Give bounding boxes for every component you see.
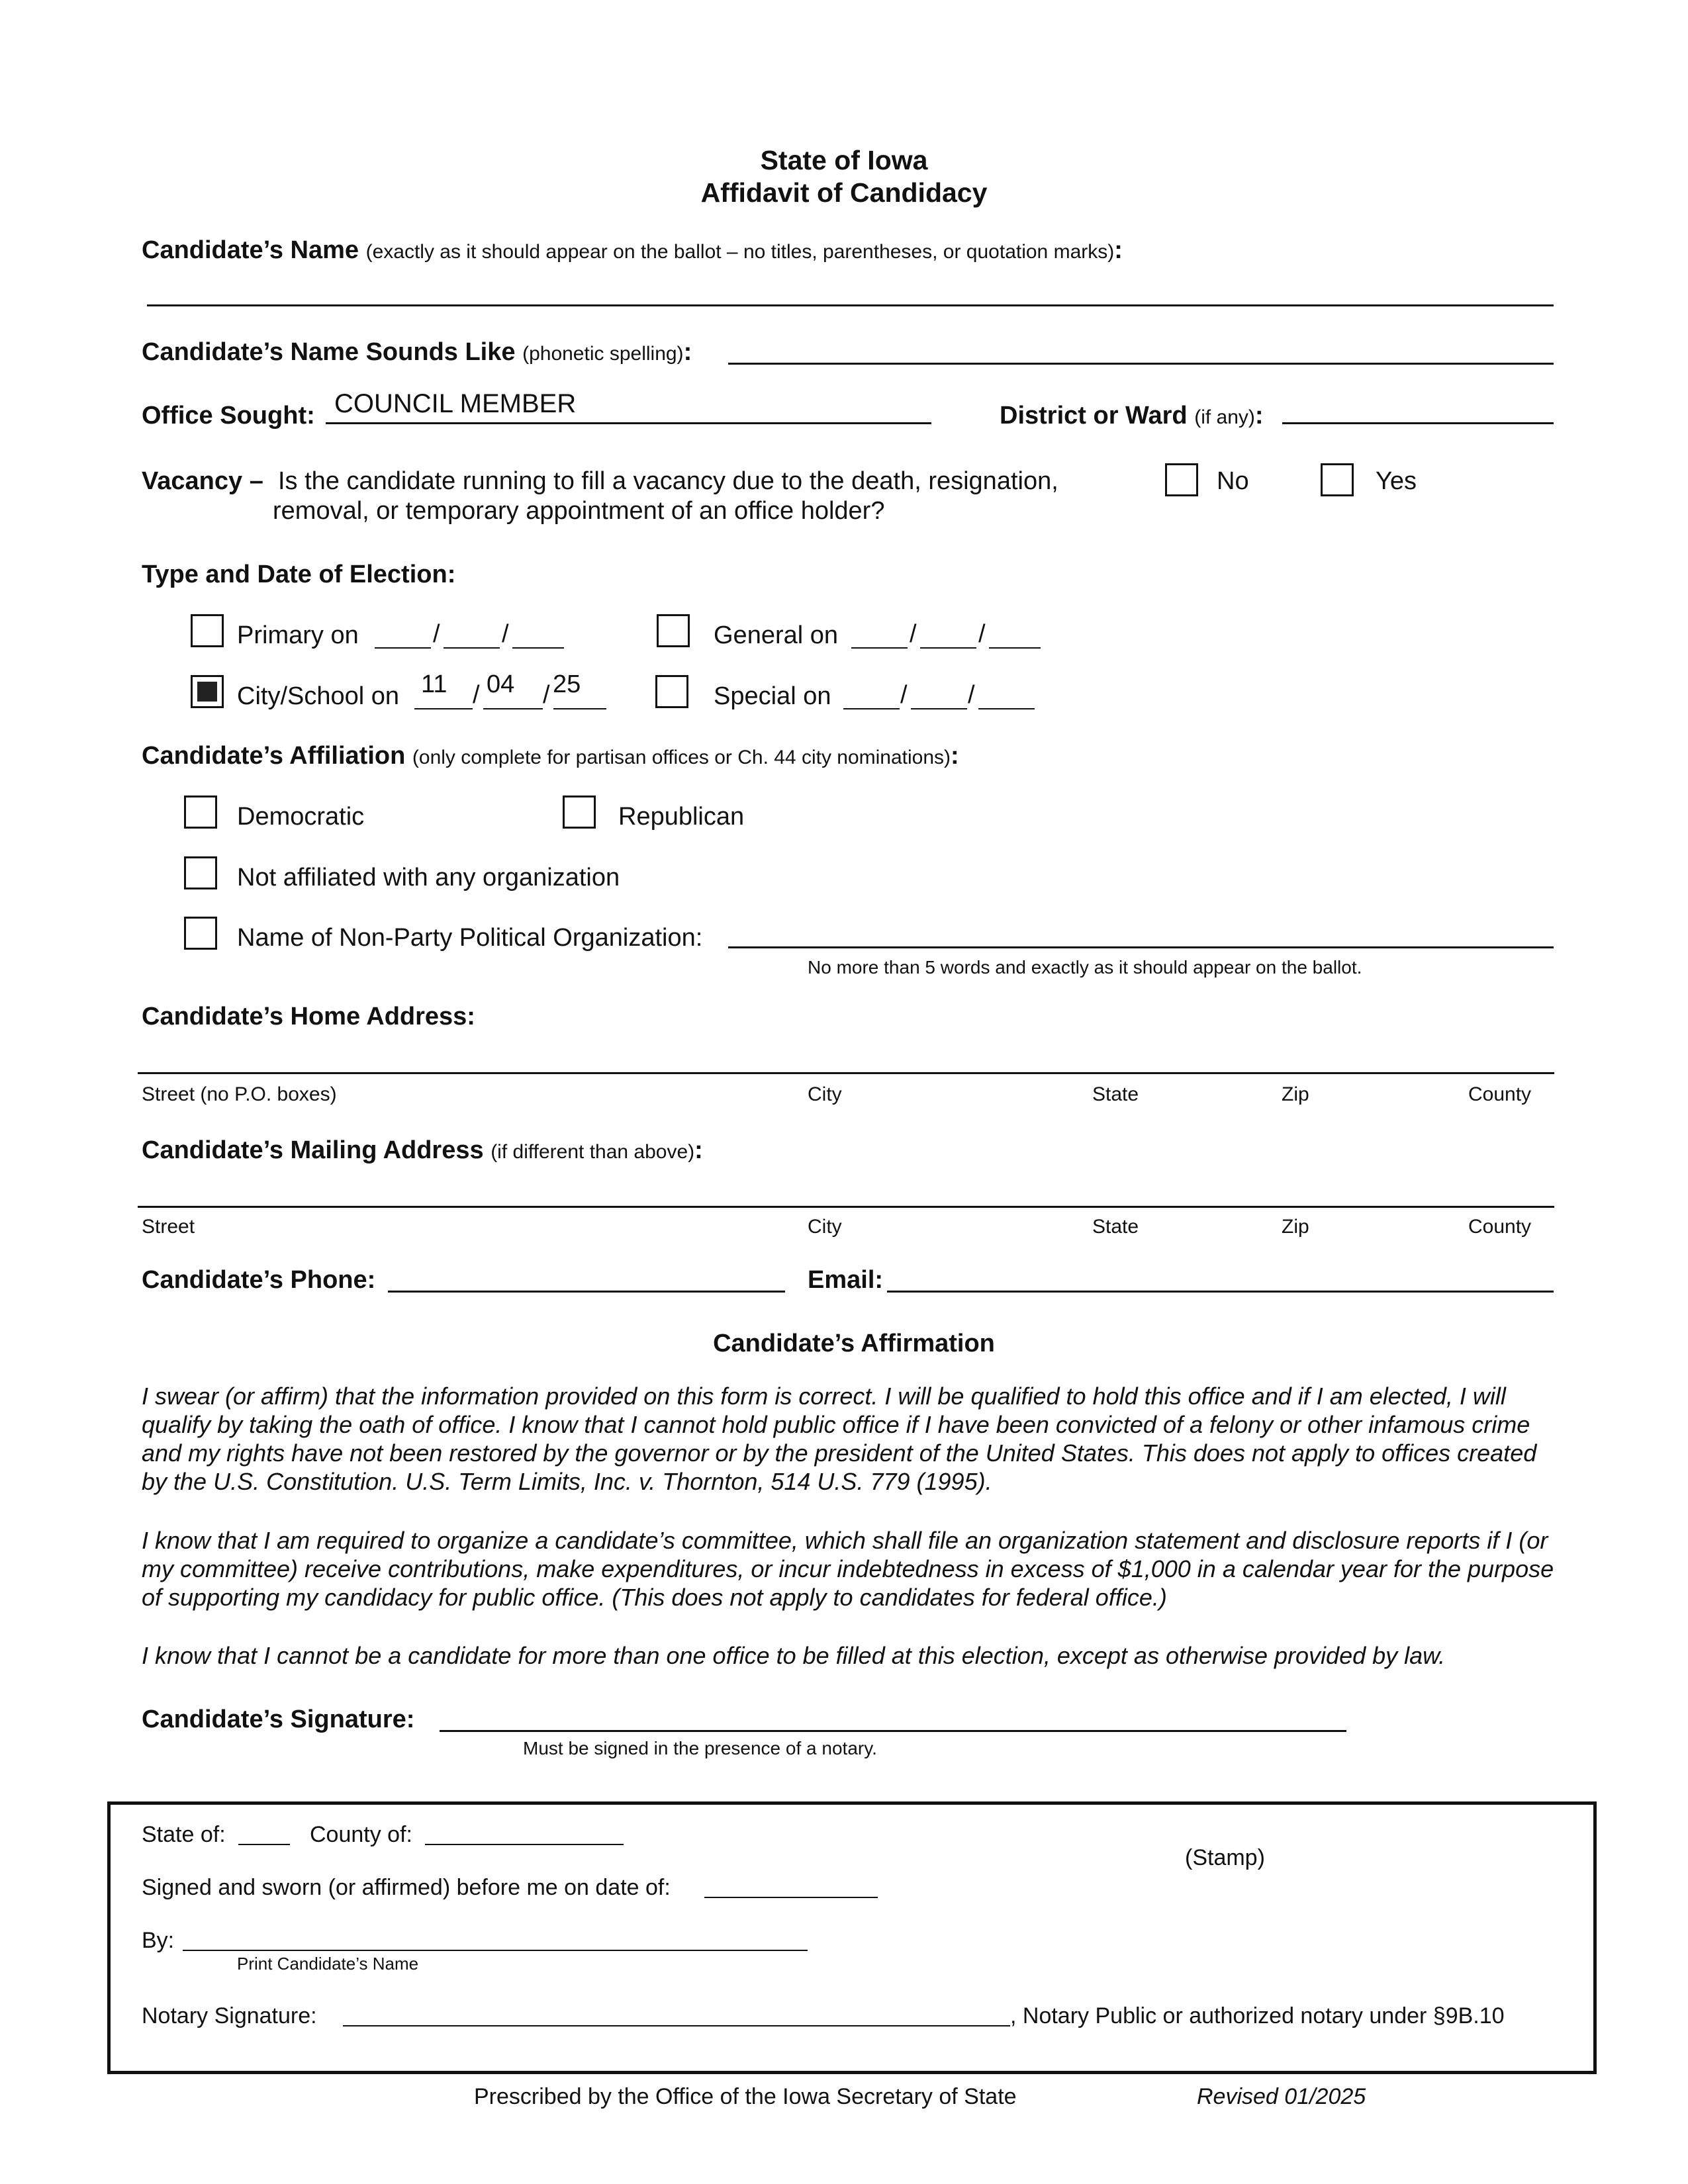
special-checkbox[interactable] [655,675,688,708]
vacancy-label: Vacancy – [142,467,263,495]
sounds-like-colon: : [683,338,692,366]
election-heading: Type and Date of Election: [142,561,456,588]
mailing-zip-label: Zip [1282,1216,1309,1238]
notary-state-field[interactable] [238,1844,290,1845]
notary-stamp-label: (Stamp) [1185,1845,1265,1870]
home-address-field[interactable] [138,1072,1554,1074]
mailing-address-colon: : [694,1136,703,1164]
city-school-day: 04 [487,670,515,698]
city-school-slash-2: / [543,681,550,709]
general-month-field[interactable] [851,647,908,649]
office-sought-field[interactable] [326,422,931,424]
mailing-address-label-row [142,1136,703,1167]
candidate-name-field[interactable] [147,304,1554,306]
city-school-slash-1: / [473,681,480,709]
city-school-label: City/School on [237,682,400,710]
non-party-name-field[interactable] [728,946,1554,948]
republican-checkbox[interactable] [563,796,596,829]
signature-note: Must be signed in the presence of a notary. [523,1738,877,1758]
district-note: (if any) [1194,406,1255,428]
general-slash-2: / [978,620,986,648]
candidate-name-note: (exactly as it should appear on the ballot – no titles, parentheses, or quotation marks) [365,241,1115,263]
affirmation-para-1: I swear (or affirm) that the information provided on this form is correct. I will be qualified to hold this office and if I am elected, I will qualify by taking the oath of office. I know that I cannot hold public office if I have been convicted of a felony or other infamous crime and my rights have not been restored by the governor or by the president of the United States. This does not apply to offices created by the U.S. Constitution. U.S. Term Limits, Inc. v. Thornton, 514 U.S. 779 (1995). [142,1383,1537,1495]
district-colon: : [1254,402,1264,430]
home-address-heading: Candidate’s Home Address: [142,1003,475,1030]
office-sought-value: COUNCIL MEMBER [334,389,577,418]
affirmation-para-2: I know that I am required to organize a candidate’s committee, which shall file an organization statement and disclosure reports if I (or my committee) receive contributions, make expenditures, or incur indebtedness in excess of $1,000 in a calendar year for the purpose of supporting my candidacy for public office. (This does not apply to candidates for federal office.) [142,1527,1554,1611]
mailing-state-label: State [1092,1216,1139,1238]
mailing-street-label: Street [142,1216,195,1238]
home-county-label: County [1468,1083,1532,1105]
democratic-label: Democratic [237,803,365,831]
city-school-checkbox[interactable] [191,675,224,708]
city-school-month-field[interactable] [414,708,473,709]
primary-slash-1: / [433,620,440,648]
primary-label: Primary on [237,621,359,649]
affiliation-label: Candidate’s Affiliation [142,742,406,770]
candidate-name-colon: : [1114,236,1123,264]
notary-by-label: By: [142,1928,175,1953]
primary-checkbox[interactable] [191,614,224,647]
district-label: District or Ward [1000,402,1188,430]
general-year-field[interactable] [989,647,1041,649]
home-street-label: Street (no P.O. boxes) [142,1083,337,1105]
vacancy-no-checkbox[interactable] [1165,463,1198,496]
sounds-like-label: Candidate’s Name Sounds Like [142,338,516,366]
special-day-field[interactable] [911,708,967,709]
notary-print-name-note: Print Candidate’s Name [237,1954,419,1974]
not-affiliated-checkbox[interactable] [184,856,217,889]
mailing-address-field[interactable] [138,1206,1554,1208]
notary-public-suffix: , Notary Public or authorized notary under §9B.10 [1010,2003,1505,2028]
sounds-like-field[interactable] [728,363,1554,365]
sounds-like-label-row [142,338,692,369]
notary-by-field[interactable] [183,1950,808,1951]
candidate-name-label: Candidate’s Name [142,236,359,264]
special-label: Special on [714,682,831,710]
non-party-checkbox[interactable] [184,917,217,950]
mailing-county-label: County [1468,1216,1532,1238]
phone-label: Candidate’s Phone: [142,1266,376,1294]
special-slash-1: / [900,681,908,709]
city-school-year-field[interactable] [553,708,606,709]
notary-county-field[interactable] [425,1844,624,1845]
vacancy-no-label: No [1217,467,1249,495]
city-school-day-field[interactable] [483,708,543,709]
affirmation-para-3: I know that I cannot be a candidate for more than one office to be filled at this election, except as otherwise provided by law. [142,1642,1446,1669]
democratic-checkbox[interactable] [184,796,217,829]
notary-signature-label: Notary Signature: [142,2003,317,2028]
general-checkbox[interactable] [657,614,690,647]
home-city-label: City [808,1083,842,1105]
home-zip-label: Zip [1282,1083,1309,1105]
mailing-address-note: (if different than above) [491,1141,695,1163]
footer-prescribed: Prescribed by the Office of the Iowa Secretary of State [474,2084,1017,2109]
affirmation-heading: Candidate’s Affirmation [713,1330,995,1357]
primary-year-field[interactable] [512,647,564,649]
vacancy-yes-checkbox[interactable] [1321,463,1354,496]
footer-revised: Revised 01/2025 [1197,2084,1366,2109]
phone-field[interactable] [388,1291,785,1293]
vacancy-question-line1: Is the candidate running to fill a vacancy due to the death, resignation, [278,467,1058,495]
non-party-note: No more than 5 words and exactly as it should appear on the ballot. [808,957,1362,978]
primary-slash-2: / [502,620,509,648]
general-day-field[interactable] [920,647,976,649]
affiliation-colon: : [951,742,959,770]
not-affiliated-label: Not affiliated with any organization [237,864,620,891]
email-field[interactable] [887,1291,1554,1293]
form-state-title: State of Iowa [760,145,928,175]
general-label: General on [714,621,839,649]
affiliation-note: (only complete for partisan offices or Ch. 44 city nominations) [412,747,951,768]
special-year-field[interactable] [978,708,1035,709]
primary-day-field[interactable] [444,647,500,649]
email-label: Email: [808,1266,884,1294]
notary-county-label: County of: [310,1822,412,1847]
form-title: Affidavit of Candidacy [700,177,988,208]
city-school-month: 11 [421,670,447,698]
office-sought-label: Office Sought: [142,402,315,430]
signature-field[interactable] [440,1730,1346,1732]
affiliation-label-row [142,741,959,772]
home-state-label: State [1092,1083,1139,1105]
district-label-row [1000,401,1264,432]
signature-label: Candidate’s Signature: [142,1706,415,1733]
mailing-address-heading: Candidate’s Mailing Address [142,1136,484,1164]
special-month-field[interactable] [843,708,900,709]
general-slash-1: / [910,620,917,648]
candidate-name-label-row [142,236,1123,267]
vacancy-question-line2: removal, or temporary appointment of an office holder? [273,497,885,525]
special-slash-2: / [968,681,975,709]
notary-date-field[interactable] [704,1897,878,1898]
notary-sworn-label: Signed and sworn (or affirmed) before me on date of: [142,1875,671,1900]
notary-signature-field[interactable] [343,2025,1010,2026]
notary-state-label: State of: [142,1822,226,1847]
district-field[interactable] [1282,422,1554,424]
city-school-year: 25 [553,670,581,698]
republican-label: Republican [618,803,745,831]
mailing-city-label: City [808,1216,842,1238]
primary-month-field[interactable] [375,647,431,649]
sounds-like-note: (phonetic spelling) [522,343,684,365]
non-party-label: Name of Non-Party Political Organization: [237,924,703,952]
vacancy-yes-label: Yes [1376,467,1417,495]
